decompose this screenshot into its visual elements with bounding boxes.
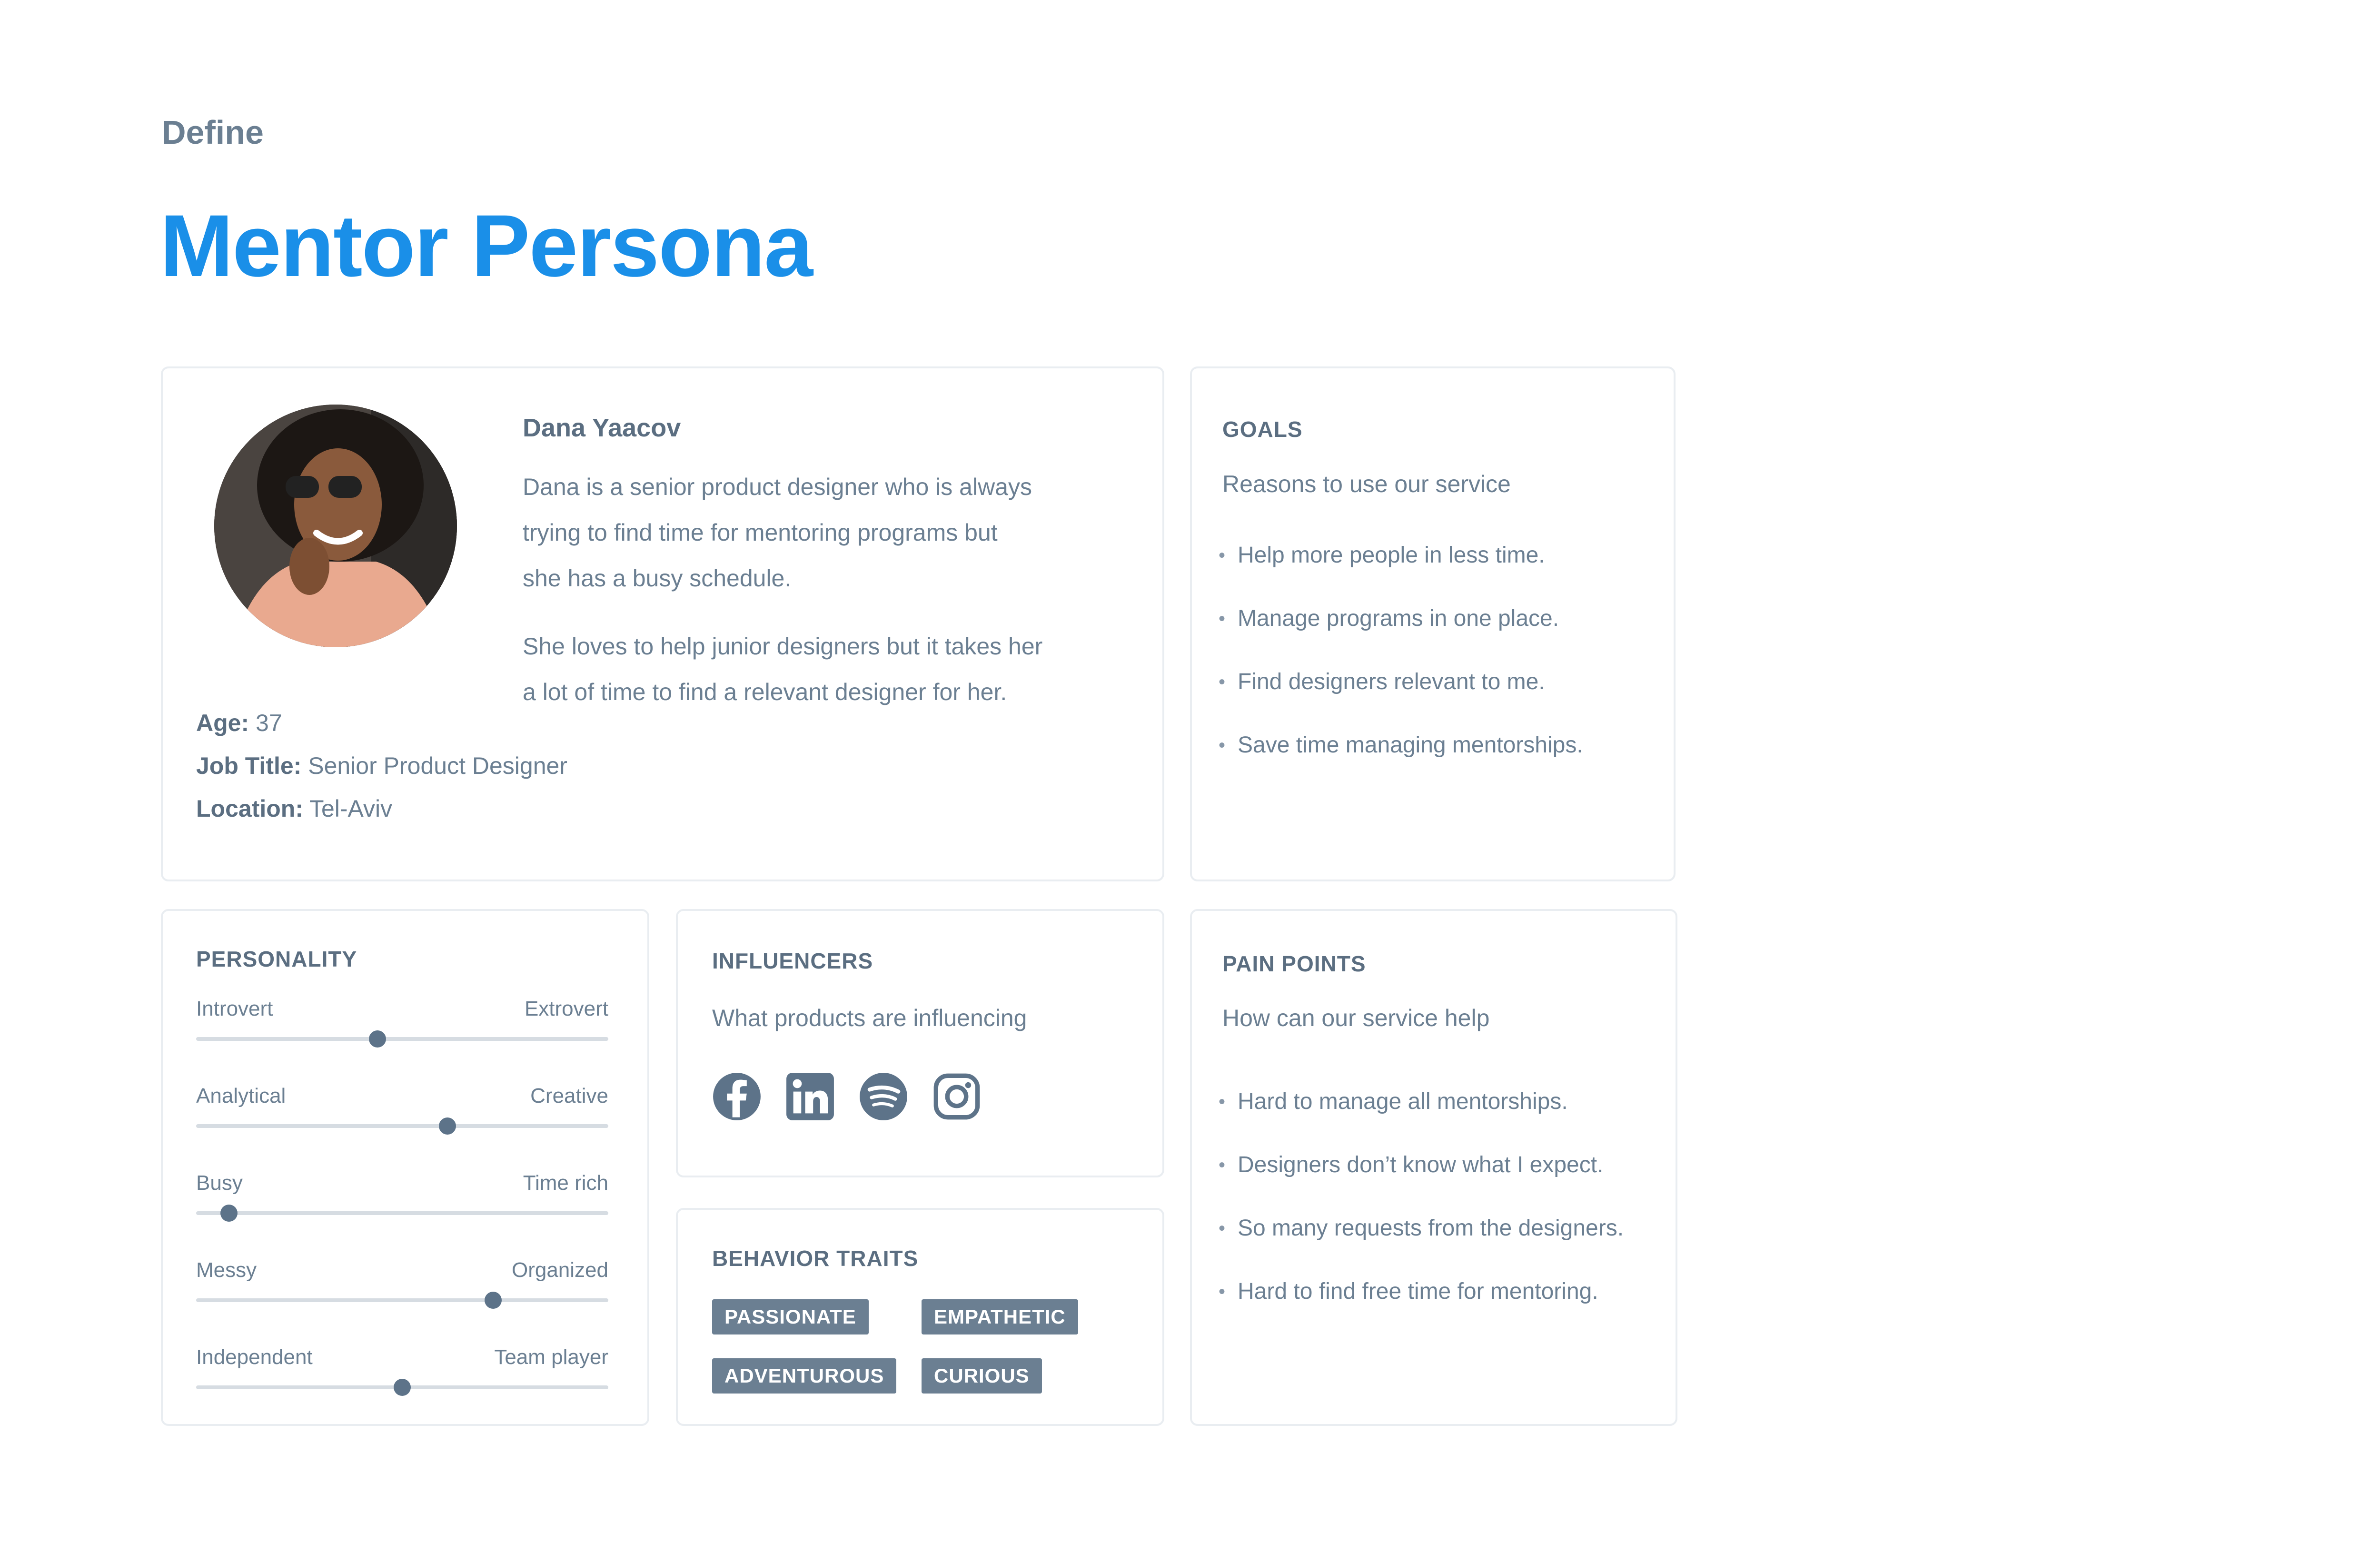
bio-line: trying to find time for mentoring programs but [523, 519, 998, 546]
age-row [196, 709, 282, 737]
bio-line: she has a busy schedule. [523, 565, 792, 592]
slider-thumb[interactable] [439, 1117, 456, 1135]
page-title: Mentor Persona [160, 197, 813, 295]
bio-line: Dana is a senior product designer who is always [523, 474, 1032, 500]
trait-chip: EMPATHETIC [922, 1299, 1078, 1334]
linkedin-icon[interactable] [785, 1072, 835, 1121]
age-value: 37 [256, 710, 282, 736]
slider-left-label: Independent [196, 1345, 313, 1369]
slider-left-label: Messy [196, 1258, 257, 1282]
goals-heading: GOALS [1222, 417, 1303, 442]
list-item: • Save time managing mentorships. [1219, 731, 1583, 794]
avatar [214, 405, 457, 647]
influencer-icons [712, 1072, 982, 1121]
avatar-portrait [214, 405, 457, 647]
age-label: Age: [196, 710, 249, 736]
trait-chip: PASSIONATE [712, 1299, 869, 1334]
personality-slider[interactable] [196, 1171, 608, 1228]
slider-track[interactable] [196, 1124, 608, 1128]
section-eyebrow: Define [162, 114, 264, 151]
slider-right-label: Organized [511, 1258, 608, 1282]
personality-slider[interactable] [196, 1258, 608, 1315]
list-item: • Find designers relevant to me. [1219, 668, 1583, 731]
job-label: Job Title: [196, 752, 302, 779]
personality-slider[interactable] [196, 1345, 608, 1403]
list-item: • So many requests from the designers. [1219, 1214, 1624, 1277]
list-item: • Help more people in less time. [1219, 541, 1583, 604]
influencers-subtitle: What products are influencing [712, 1005, 1027, 1031]
pain-points-subtitle: How can our service help [1222, 1005, 1490, 1031]
location-label: Location: [196, 795, 303, 822]
job-row [196, 752, 567, 780]
bio-line: She loves to help junior designers but it takes her [523, 633, 1043, 660]
slider-thumb[interactable] [394, 1379, 411, 1396]
location-row [196, 795, 392, 822]
pain-points-heading: PAIN POINTS [1222, 951, 1366, 976]
influencers-heading: INFLUENCERS [712, 949, 873, 973]
behavior-traits-heading: BEHAVIOR TRAITS [712, 1246, 919, 1271]
persona-bio-paragraph-1 [523, 464, 1132, 601]
slider-left-label: Analytical [196, 1084, 286, 1107]
list-item: • Designers don’t know what I expect. [1219, 1151, 1624, 1214]
goals-list [1219, 541, 1583, 794]
list-item: • Manage programs in one place. [1219, 604, 1583, 668]
trait-chip: ADVENTUROUS [712, 1358, 896, 1394]
job-value: Senior Product Designer [308, 752, 567, 779]
personality-slider[interactable] [196, 997, 608, 1054]
slider-right-label: Time rich [523, 1171, 608, 1195]
slider-track[interactable] [196, 1211, 608, 1215]
instagram-icon[interactable] [932, 1072, 982, 1121]
pain-points-list [1219, 1087, 1624, 1341]
slider-thumb[interactable] [369, 1030, 386, 1048]
spotify-icon[interactable] [859, 1072, 908, 1121]
slider-left-label: Busy [196, 1171, 243, 1195]
list-item: • Hard to manage all mentorships. [1219, 1087, 1624, 1151]
slider-track[interactable] [196, 1298, 608, 1302]
list-item: • Hard to find free time for mentoring. [1219, 1277, 1624, 1341]
location-value: Tel-Aviv [309, 795, 393, 822]
slider-left-label: Introvert [196, 997, 273, 1020]
persona-name: Dana Yaacov [523, 414, 681, 442]
slider-right-label: Extrovert [524, 997, 608, 1020]
persona-bio-paragraph-2 [523, 623, 1132, 715]
slider-thumb[interactable] [220, 1205, 238, 1222]
facebook-icon[interactable] [712, 1072, 762, 1121]
slider-right-label: Creative [530, 1084, 608, 1107]
personality-slider[interactable] [196, 1084, 608, 1141]
bio-line: a lot of time to find a relevant designer for her. [523, 679, 1007, 705]
trait-chip: CURIOUS [922, 1358, 1042, 1394]
slider-right-label: Team player [494, 1345, 608, 1369]
goals-subtitle: Reasons to use our service [1222, 471, 1511, 497]
slider-thumb[interactable] [485, 1292, 502, 1309]
slider-track[interactable] [196, 1037, 608, 1041]
personality-heading: PERSONALITY [196, 947, 357, 971]
